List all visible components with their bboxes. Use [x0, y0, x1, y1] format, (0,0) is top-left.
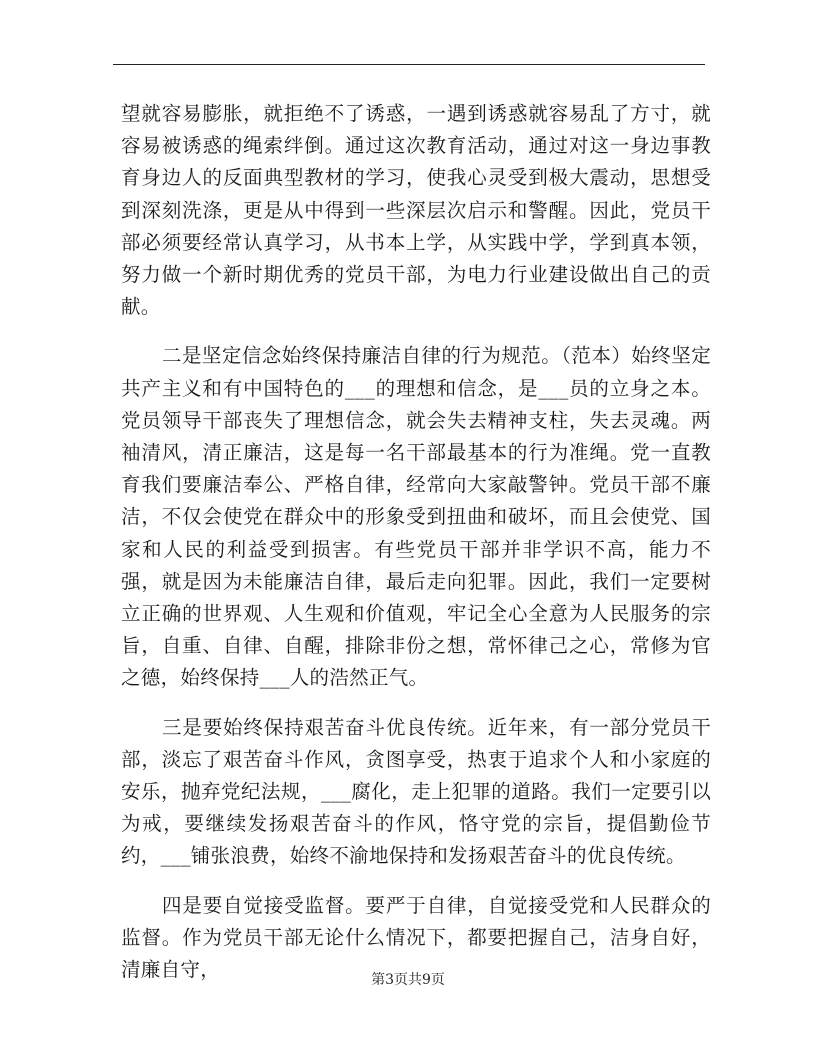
paragraph-2: 二是坚定信念始终保持廉洁自律的行为规范。（范本）始终坚定共产主义和有中国特色的___的理想和信念，是___员的立身之本。党员领导干部丧失了理想信念，就会失去精神支柱，失去灵魂。两袖清风，清正廉洁，这是每一名干部最基本的行为准绳。党一直教育我们要廉洁奉公、严格自律，经常向大家敲警钟。党员干部不廉洁，不仅会使党在群众中的形象受到扭曲和破坏，而且会使党、国家和人民的利益受到损害。有些党员干部并非学识不高，能力不强，就是因为未能廉洁自律，最后走向犯罪。因此，我们一定要树立正确的世界观、人生观和价值观，牢记全心全意为人民服务的宗旨，自重、自律、自醒，排除非份之想，常怀律己之心，常修为官之德，始终保持___人的浩然正气。: [121, 344, 711, 690]
header-rule: [113, 64, 705, 65]
page-number-label: 第3页共9页: [371, 972, 445, 988]
page-footer: [0, 969, 816, 989]
paragraph-4: 四是要自觉接受监督。要严于自律，自觉接受党和人民群众的监督。作为党员干部无论什么情况下，都要把握自己，洁身自好，清廉自守，: [121, 893, 711, 982]
document-body: [121, 98, 711, 986]
paragraph-3: 三是要始终保持艰苦奋斗优良传统。近年来，有一部分党员干部，淡忘了艰苦奋斗作风，贪图享受，热衷于追求个人和小家庭的安乐，抛弃党纪法规，___腐化，走上犯罪的道路。我们一定要引以为戒，要继续发扬艰苦奋斗的作风，恪守党的宗旨，提倡勤俭节约，___铺张浪费，始终不渝地保持和发扬艰苦奋斗的优良传统。: [121, 715, 711, 868]
paragraph-continued: 望就容易膨胀，就拒绝不了诱惑，一遇到诱惑就容易乱了方寸，就容易被诱惑的绳索绊倒。通过这次教育活动，通过对这一身边事教育身边人的反面典型教材的学习，使我心灵受到极大震动，思想受到深刻洗涤，更是从中得到一些深层次启示和警醒。因此，党员干部必须要经常认真学习，从书本上学，从实践中学，学到真本领，努力做一个新时期优秀的党员干部，为电力行业建设做出自己的贡献。: [121, 102, 711, 319]
